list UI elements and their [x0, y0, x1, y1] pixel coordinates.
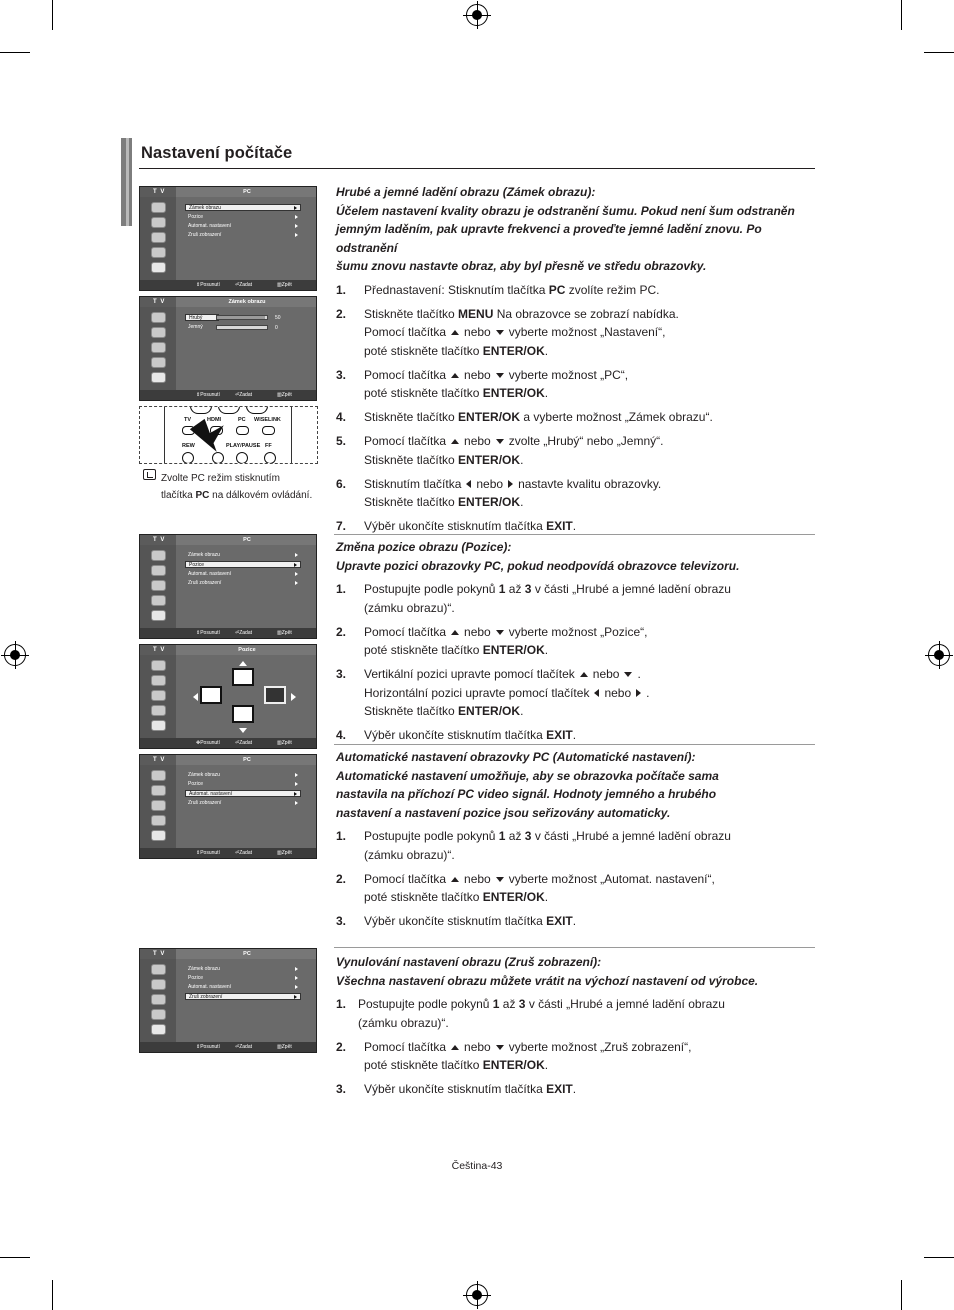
- osd-header: PC: [176, 755, 317, 765]
- osd-menu-item: Zruš zobrazení: [185, 580, 301, 587]
- osd-sidebar: [140, 197, 176, 282]
- section-intro-line: nastavila na příchozí PC video signál. Hodnoty jemného a hrubého: [336, 787, 717, 801]
- osd-tv-label: T V: [153, 299, 166, 305]
- osd-screen-pc-menu-reset: [139, 948, 317, 1053]
- remote-ff-label: FF: [265, 443, 272, 449]
- osd-menu-item: Zámek obrazu: [185, 966, 301, 973]
- osd-menu-pane: [176, 197, 317, 282]
- osd-menu-item: Automat. nastavení: [185, 790, 301, 797]
- step-item: 4. Stiskněte tlačítko ENTER/OK a vyberte možnost „Zámek obrazu“.: [336, 410, 713, 424]
- osd-foot-back: ▥ Zpět: [277, 740, 292, 746]
- osd-input-icon: [151, 830, 166, 841]
- osd-sound-icon: [151, 565, 166, 576]
- remote-control-illustration: [139, 406, 318, 464]
- osd-menu-item: Zruš zobrazení: [185, 800, 301, 807]
- osd-channel-icon: [151, 232, 166, 243]
- osd-foot-enter: ⏎ Zadat: [235, 630, 252, 636]
- crop-mark: [924, 52, 954, 53]
- osd-channel-icon: [151, 342, 166, 353]
- osd-foot-move: ⇕ Posunutí: [196, 392, 220, 398]
- section-intro-line: Automatické nastavení umožňuje, aby se obrazovka počítače sama: [336, 768, 719, 783]
- remote-note: Zvolte PC režim stisknutím tlačítka PC na dálkovém ovládání.: [161, 473, 313, 501]
- down-arrow-icon: [496, 1045, 504, 1050]
- section-heading: Vynulování nastavení obrazu (Zruš zobrazení):: [336, 955, 602, 969]
- osd-foot-back: ▥ Zpět: [277, 850, 292, 856]
- section-intro-line: šumu znovu nastavte obraz, aby byl přesně ve středu obrazovky.: [336, 259, 707, 273]
- section-image-lock: [336, 183, 818, 541]
- osd-sidebar: [140, 545, 176, 630]
- step-item: 3. Pomocí tlačítka nebo vyberte možnost „PC“, poté stiskněte tlačítko ENTER/OK.: [336, 367, 629, 400]
- remote-ff-button: [264, 452, 276, 464]
- down-arrow-icon: [496, 877, 504, 882]
- osd-coarse-value: 50: [275, 315, 281, 321]
- osd-picture-icon: [151, 660, 166, 671]
- osd-foot-back: ▥ Zpět: [277, 282, 292, 288]
- step-item: 3. Vertikální pozici upravte pomocí tlačítek nebo . Horizontální pozici upravte pomocí tlačítek nebo . Stiskněte tlačítko ENTER/OK.: [336, 667, 650, 718]
- osd-sound-icon: [151, 675, 166, 686]
- osd-foot-move: ⇕ Posunutí: [196, 850, 220, 856]
- osd-menu-item: Automat. nastavení: [185, 223, 301, 230]
- osd-menu-item: Zámek obrazu: [185, 204, 301, 211]
- section-intro-line: jemným laděním, pak upravte frekvenci a proveďte jemné ladění znovu. Po odstranění: [336, 222, 762, 255]
- title-divider: [139, 168, 815, 169]
- left-arrow-icon: [466, 480, 471, 488]
- osd-input-icon: [151, 372, 166, 383]
- osd-foot-enter: ⏎ Zadat: [235, 392, 252, 398]
- osd-header: PC: [176, 187, 317, 197]
- osd-screen-image-lock: [139, 296, 317, 401]
- osd-sound-icon: [151, 979, 166, 990]
- down-arrow-icon: [496, 439, 504, 444]
- section-divider: [334, 534, 815, 535]
- up-arrow-icon: [451, 877, 459, 882]
- osd-menu-item: Pozice: [185, 214, 301, 221]
- osd-setup-icon: [151, 815, 166, 826]
- osd-foot-move: ⇕ Posunutí: [196, 282, 220, 288]
- step-item: 1. Postupujte podle pokynů 1 až 3 v části „Hrubé a jemné ladění obrazu (zámku obrazu)“.: [336, 829, 731, 862]
- osd-screen-pc-menu-position: [139, 534, 317, 639]
- crop-mark: [0, 1257, 30, 1258]
- section-reset: [336, 953, 818, 1104]
- up-arrow-icon: [580, 672, 588, 677]
- osd-sidebar: [140, 765, 176, 850]
- osd-channel-icon: [151, 580, 166, 591]
- osd-header: Pozice: [176, 645, 317, 655]
- osd-footer: [140, 280, 317, 290]
- up-arrow-icon: [451, 630, 459, 635]
- osd-foot-move: ✥ Posunutí: [196, 740, 220, 746]
- osd-header: Zámek obrazu: [176, 297, 317, 307]
- crop-mark: [0, 52, 30, 53]
- osd-tv-label: T V: [153, 951, 166, 957]
- position-left-box: [200, 686, 222, 704]
- osd-menu-pane: [176, 307, 317, 392]
- osd-menu-pane: [176, 545, 317, 630]
- osd-menu-pane: [176, 765, 317, 850]
- down-arrow-icon: [496, 630, 504, 635]
- osd-menu-item: Automat. nastavení: [185, 984, 301, 991]
- remote-wiselink-button: [262, 426, 275, 435]
- step-item: 1. Postupujte podle pokynů 1 až 3 v části „Hrubé a jemné ladění obrazu (zámku obrazu)“.: [336, 997, 725, 1030]
- osd-fine-label: Jemný: [188, 324, 203, 330]
- osd-foot-enter: ⏎ Zadat: [235, 850, 252, 856]
- osd-sidebar: [140, 959, 176, 1044]
- down-arrow-icon: [496, 330, 504, 335]
- osd-setup-icon: [151, 705, 166, 716]
- registration-mark-icon: [4, 644, 26, 666]
- osd-input-icon: [151, 720, 166, 731]
- osd-foot-enter: ⏎ Zadat: [235, 1044, 252, 1050]
- osd-picture-icon: [151, 964, 166, 975]
- down-arrow-icon: [239, 728, 247, 733]
- osd-screen-position: [139, 644, 317, 749]
- remote-hdmi-label: HDMI: [207, 417, 222, 423]
- page-title: Nastavení počítače: [141, 144, 293, 162]
- step-item: 4. Výběr ukončíte stisknutím tlačítka EXIT.: [336, 728, 577, 742]
- osd-menu-item: Pozice: [185, 561, 301, 568]
- osd-footer: [140, 738, 317, 748]
- step-item: 3. Výběr ukončíte stisknutím tlačítka EXIT.: [336, 1082, 577, 1096]
- osd-sound-icon: [151, 327, 166, 338]
- step-item: 5. Pomocí tlačítka nebo zvolte „Hrubý“ nebo „Jemný“. Stiskněte tlačítko ENTER/OK.: [336, 434, 664, 467]
- up-arrow-icon: [451, 439, 459, 444]
- up-arrow-icon: [451, 1045, 459, 1050]
- osd-fine-value: 0: [275, 325, 278, 331]
- position-up-box: [232, 668, 254, 686]
- osd-setup-icon: [151, 247, 166, 258]
- position-down-box: [232, 705, 254, 723]
- step-item: 2. Pomocí tlačítka nebo vyberte možnost „Zruš zobrazení“, poté stiskněte tlačítko ENTER/OK.: [336, 1039, 692, 1072]
- registration-mark-icon: [928, 644, 950, 666]
- osd-fine-slider: [216, 325, 268, 330]
- osd-tv-label: T V: [153, 537, 166, 543]
- osd-screen-pc-menu: [139, 186, 317, 291]
- page-footer: Čeština-43: [451, 1160, 503, 1172]
- osd-input-icon: [151, 262, 166, 273]
- down-arrow-icon: [624, 672, 632, 677]
- osd-input-icon: [151, 610, 166, 621]
- section-divider: [334, 947, 815, 948]
- note-icon: [143, 469, 156, 480]
- section-intro-line: Účelem nastavení kvality obrazu je odstranění šumu. Pokud není šum odstraněn: [336, 203, 795, 218]
- osd-picture-icon: [151, 550, 166, 561]
- osd-coarse-label: Hrubý: [185, 314, 219, 321]
- osd-foot-enter: ⏎ Zadat: [235, 282, 252, 288]
- osd-foot-enter: ⏎ Zadat: [235, 740, 252, 746]
- osd-footer: [140, 848, 317, 858]
- osd-menu-item: Zruš zobrazení: [185, 232, 301, 239]
- up-arrow-icon: [451, 373, 459, 378]
- osd-setup-icon: [151, 595, 166, 606]
- osd-sidebar: [140, 307, 176, 392]
- section-heading: Hrubé a jemné ladění obrazu (Zámek obrazu):: [336, 185, 596, 199]
- osd-footer: [140, 1042, 317, 1052]
- section-tab-marker: [126, 138, 129, 226]
- section-intro-line: Všechna nastavení obrazu můžete vrátit na výchozí nastavení od výrobce.: [336, 973, 759, 988]
- remote-rew-label: REW: [182, 443, 195, 449]
- step-item: 7. Výběr ukončíte stisknutím tlačítka EXIT.: [336, 519, 577, 533]
- crop-mark: [901, 1280, 902, 1310]
- osd-tv-label: T V: [153, 757, 166, 763]
- osd-tv-label: T V: [153, 647, 166, 653]
- osd-position-pane: [176, 655, 317, 740]
- section-heading: Změna pozice obrazu (Pozice):: [336, 540, 512, 554]
- osd-sidebar: [140, 655, 176, 740]
- osd-channel-icon: [151, 690, 166, 701]
- left-arrow-icon: [193, 693, 198, 701]
- osd-input-icon: [151, 1024, 166, 1035]
- step-item: 2. Pomocí tlačítka nebo vyberte možnost „Automat. nastavení“, poté stiskněte tlačítko ENTER/OK.: [336, 871, 715, 904]
- right-arrow-icon: [636, 689, 641, 697]
- right-arrow-icon: [291, 693, 296, 701]
- osd-foot-move: ⇕ Posunutí: [196, 1044, 220, 1050]
- osd-header: PC: [176, 535, 317, 545]
- section-divider: [334, 744, 815, 745]
- remote-pc-label: PC: [238, 417, 246, 423]
- remote-pc-button: [236, 426, 249, 435]
- osd-picture-icon: [151, 202, 166, 213]
- step-item: 1. Přednastavení: Stisknutím tlačítka PC zvolíte režim PC.: [336, 282, 660, 297]
- osd-foot-back: ▥ Zpět: [277, 1044, 292, 1050]
- osd-footer: [140, 628, 317, 638]
- osd-menu-item: Pozice: [185, 975, 301, 982]
- osd-foot-move: ⇕ Posunutí: [196, 630, 220, 636]
- up-arrow-icon: [239, 661, 247, 666]
- osd-setup-icon: [151, 357, 166, 368]
- remote-wiselink-label: WISELINK: [254, 417, 281, 423]
- section-auto-adjust: [336, 748, 818, 936]
- osd-channel-icon: [151, 800, 166, 811]
- osd-header: PC: [176, 949, 317, 959]
- osd-menu-item: Automat. nastavení: [185, 571, 301, 578]
- remote-playpause-label: PLAY/PAUSE: [226, 443, 261, 449]
- step-item: 3. Výběr ukončíte stisknutím tlačítka EXIT.: [336, 914, 577, 928]
- osd-menu-item: Zruš zobrazení: [185, 993, 301, 1000]
- osd-picture-icon: [151, 770, 166, 781]
- osd-menu-item: Zámek obrazu: [185, 552, 301, 559]
- section-intro-line: nastavení a nastavení pozice jsou seřizovány automaticky.: [336, 805, 671, 820]
- section-heading: Automatické nastavení obrazovky PC (Automatické nastavení):: [336, 750, 696, 764]
- section-intro-line: Upravte pozici obrazovky PC, pokud neodpovídá obrazovce televizoru.: [336, 558, 740, 573]
- crop-mark: [924, 1257, 954, 1258]
- osd-sound-icon: [151, 217, 166, 228]
- osd-channel-icon: [151, 994, 166, 1005]
- position-right-box: [264, 686, 286, 704]
- left-arrow-icon: [594, 689, 599, 697]
- step-item: 6. Stisknutím tlačítka nebo nastavte kvalitu obrazovky. Stiskněte tlačítko ENTER/OK.: [336, 476, 662, 509]
- section-position: [336, 538, 818, 750]
- osd-setup-icon: [151, 1009, 166, 1020]
- osd-menu-pane: [176, 959, 317, 1044]
- remote-playpause-button: [236, 452, 248, 464]
- registration-mark-icon: [466, 1284, 488, 1306]
- osd-screen-pc-menu-auto: [139, 754, 317, 859]
- down-arrow-icon: [496, 373, 504, 378]
- crop-mark: [52, 1280, 53, 1310]
- osd-sound-icon: [151, 785, 166, 796]
- osd-coarse-slider: [216, 315, 268, 320]
- crop-mark: [901, 0, 902, 30]
- registration-mark-icon: [466, 4, 488, 26]
- crop-mark: [52, 0, 53, 30]
- osd-foot-back: ▥ Zpět: [277, 392, 292, 398]
- osd-menu-item: Pozice: [185, 781, 301, 788]
- remote-rew-button: [182, 452, 194, 464]
- step-item: 2. Pomocí tlačítka nebo vyberte možnost „Pozice“, poté stiskněte tlačítko ENTER/OK.: [336, 624, 648, 657]
- osd-tv-label: T V: [153, 189, 166, 195]
- right-arrow-icon: [508, 480, 513, 488]
- osd-picture-icon: [151, 312, 166, 323]
- osd-foot-back: ▥ Zpět: [277, 630, 292, 636]
- osd-footer: [140, 390, 317, 400]
- step-item: 1. Postupujte podle pokynů 1 až 3 v části „Hrubé a jemné ladění obrazu (zámku obrazu)“.: [336, 582, 731, 615]
- osd-menu-item: Zámek obrazu: [185, 772, 301, 779]
- step-item: 2. Stiskněte tlačítko MENU Na obrazovce se zobrazí nabídka. Pomocí tlačítka nebo vyberte možnost „Nastavení“, poté stiskněte tlačítko ENTER/OK.: [336, 306, 679, 358]
- remote-tv-label: TV: [184, 417, 192, 423]
- up-arrow-icon: [451, 330, 459, 335]
